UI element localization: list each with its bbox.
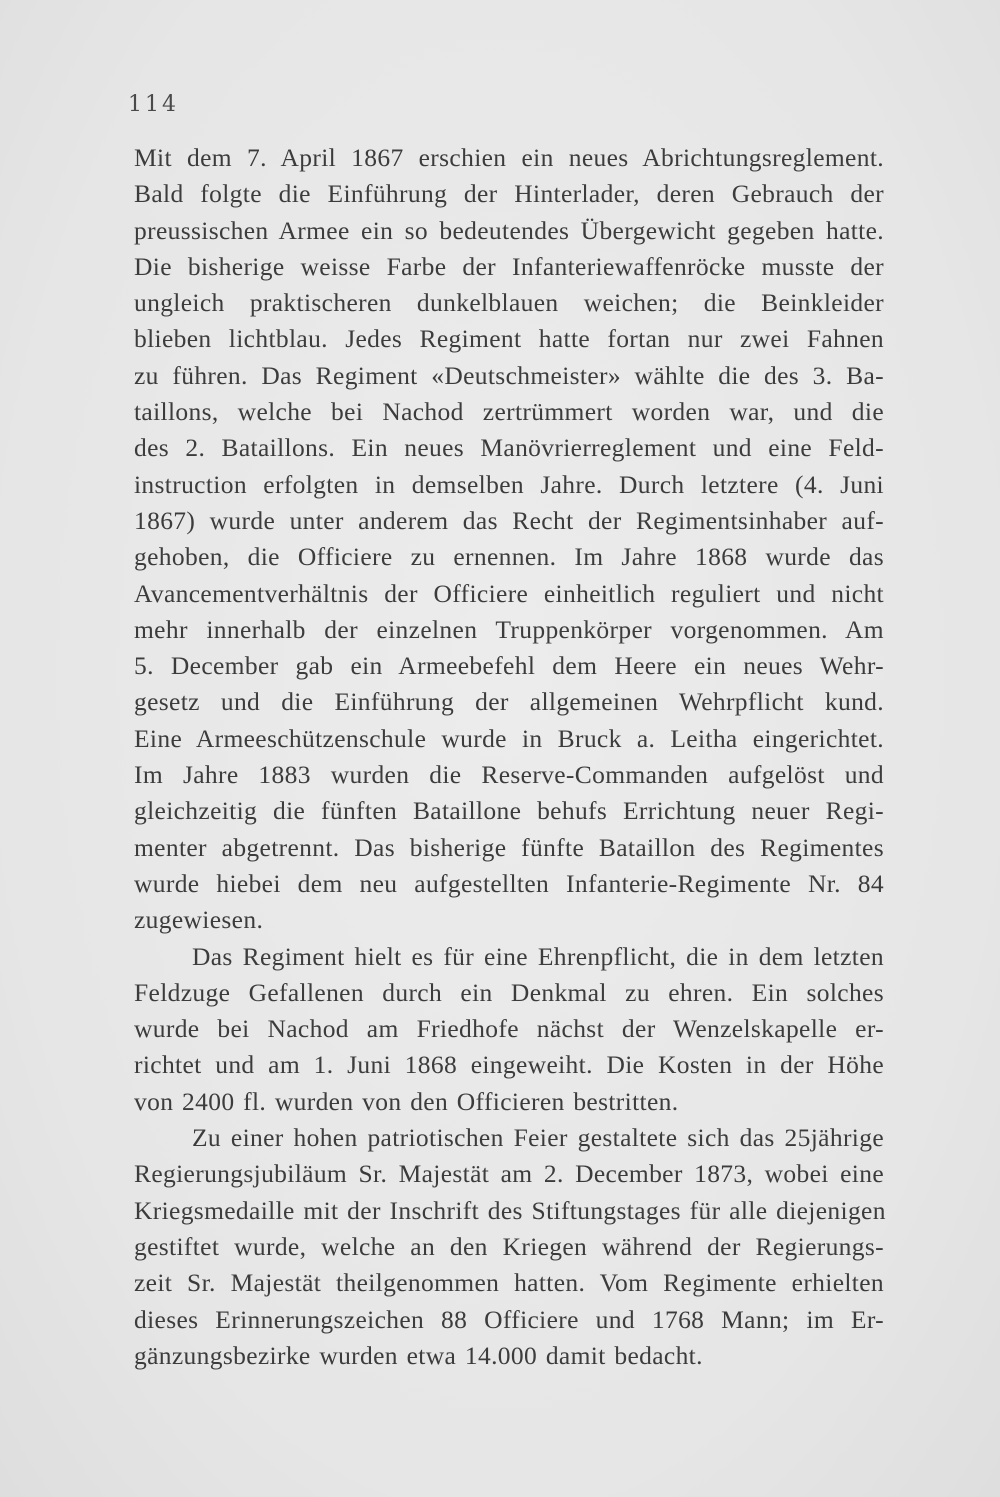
text-line: blieben lichtblau. Jedes Regiment hatte fortan nur zwei Fahnen — [134, 324, 884, 354]
text-line: ungleich praktischeren dunkelblauen weichen; die Beinkleider — [134, 288, 884, 318]
text-line: Avancementverhältnis der Officiere einheitlich reguliert und nicht — [134, 578, 884, 608]
paragraph — [134, 140, 884, 939]
text-line: menter abgetrennt. Das bisherige fünfte Bataillon des Regimentes — [134, 832, 884, 862]
text-line: 5. December gab ein Armeebefehl dem Heere ein neues Wehr- — [134, 651, 884, 681]
text-line: von 2400 fl. wurden von den Officieren bestritten. — [134, 1086, 679, 1116]
paragraph — [134, 939, 884, 1120]
text-line: zeit Sr. Majestät theilgenommen hatten. Vom Regimente erhielten — [134, 1268, 884, 1298]
text-line: mehr innerhalb der einzelnen Truppenkörper vorgenommen. Am — [134, 614, 884, 644]
text-line: gleichzeitig die fünften Bataillone behufs Errichtung neuer Regi- — [134, 796, 884, 826]
page-number: 114 — [128, 92, 179, 117]
text-line: preussischen Armee ein so bedeutendes Übergewicht gegeben hatte. — [134, 215, 884, 245]
paragraph — [134, 1120, 884, 1374]
text-line: gesetz und die Einführung der allgemeinen Wehrpflicht kund. — [134, 687, 884, 717]
text-line: Zu einer hohen patriotischen Feier gestaltete sich das 25jährige — [192, 1123, 884, 1153]
text-line: richtet und am 1. Juni 1868 eingeweiht. Die Kosten in der Höhe — [134, 1050, 884, 1080]
body-text — [134, 140, 884, 1374]
text-line: wurde bei Nachod am Friedhofe nächst der Wenzelskapelle er- — [134, 1014, 884, 1044]
text-line: Bald folgte die Einführung der Hinterlader, deren Gebrauch der — [134, 179, 884, 209]
text-line: Feldzuge Gefallenen durch ein Denkmal zu ehren. Ein solches — [134, 977, 884, 1007]
text-line: taillons, welche bei Nachod zertrümmert worden war, und die — [134, 397, 884, 427]
text-line: Regierungsjubiläum Sr. Majestät am 2. December 1873, wobei eine — [134, 1159, 884, 1189]
text-line: Im Jahre 1883 wurden die Reserve-Commanden aufgelöst und — [134, 760, 884, 790]
text-line: Eine Armeeschützenschule wurde in Bruck a. Leitha eingerichtet. — [134, 723, 884, 753]
text-line: dieses Erinnerungszeichen 88 Officiere und 1768 Mann; im Er- — [134, 1304, 884, 1334]
text-line: gehoben, die Officiere zu ernennen. Im Jahre 1868 wurde das — [134, 542, 884, 572]
text-line: Die bisherige weisse Farbe der Infanteriewaffenröcke musste der — [134, 251, 884, 281]
text-line: Das Regiment hielt es für eine Ehrenpflicht, die in dem letzten — [192, 941, 884, 971]
text-line: wurde hiebei dem neu aufgestellten Infanterie-Regimente Nr. 84 — [134, 868, 884, 898]
text-line: 1867) wurde unter anderem das Recht der Regimentsinhaber auf- — [134, 505, 884, 535]
text-line: instruction erfolgten in demselben Jahre. Durch letztere (4. Juni — [134, 469, 884, 499]
text-line: zu führen. Das Regiment «Deutschmeister» wählte die des 3. Ba- — [134, 360, 884, 390]
text-line: zugewiesen. — [134, 905, 264, 935]
text-line: gestiftet wurde, welche an den Kriegen während der Regierungs- — [134, 1231, 884, 1261]
text-line: des 2. Bataillons. Ein neues Manövrierreglement und eine Feld- — [134, 433, 884, 463]
text-line: Mit dem 7. April 1867 erschien ein neues Abrichtungsreglement. — [134, 143, 884, 172]
text-line: Kriegsmedaille mit der Inschrift des Stiftungstages für alle diejenigen — [134, 1195, 886, 1225]
text-line: gänzungsbezirke wurden etwa 14.000 damit bedacht. — [134, 1340, 703, 1370]
